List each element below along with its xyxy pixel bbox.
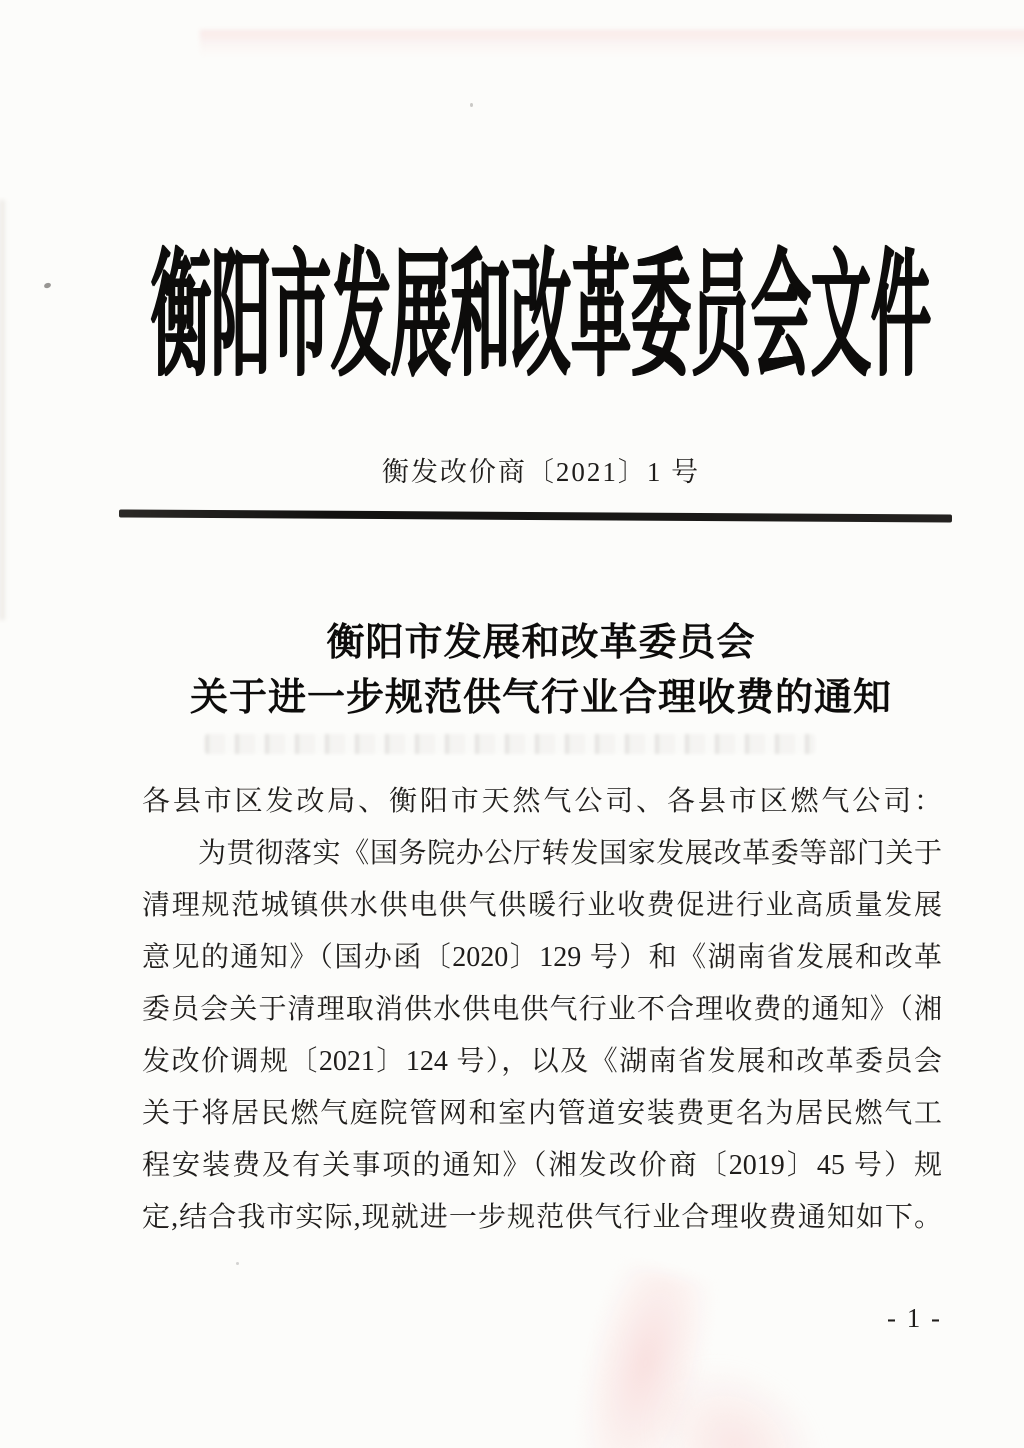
scan-artifact-pink-streak: [559, 1260, 721, 1448]
notice-title: [58, 616, 1024, 726]
scan-artifact-left-edge: [0, 200, 7, 620]
scan-artifact-ghost-text: [205, 734, 815, 754]
scan-artifact-pink-streak: [614, 1327, 856, 1448]
body-line: 程安装费及有关事项的通知》（湘发改价商〔2019〕45 号）规: [142, 1150, 942, 1181]
agency-masthead-text: 衡阳市发展和改革委员会文件: [151, 241, 931, 393]
body-line: 为贯彻落实《国务院办公厅转发国家发展改革委等部门关于: [198, 838, 942, 869]
body-line: 关于将居民燃气庭院管网和室内管道安装费更名为居民燃气工: [142, 1098, 942, 1129]
agency-masthead: [58, 241, 1024, 398]
scan-speck: [43, 282, 51, 289]
body-line: 委员会关于清理取消供水供电供气行业不合理收费的通知》（湘: [142, 994, 942, 1025]
body-line: 定,结合我市实际,现就进一步规范供气行业合理收费通知如下。: [142, 1202, 942, 1233]
body-line: 清理规范城镇供水供电供气供暖行业收费促进行业高质量发展: [142, 890, 942, 921]
scan-speck: [470, 103, 473, 107]
salutation-line: 各县市区发改局、衡阳市天然气公司、各县市区燃气公司：: [142, 786, 942, 817]
scan-speck: [236, 1262, 239, 1265]
scan-artifact-top-band: [200, 30, 1024, 58]
body-line: 发改价调规〔2021〕124 号），以及《湖南省发展和改革委员会: [142, 1046, 942, 1077]
page-number: - 1 -: [887, 1303, 942, 1333]
notice-title-line1: 衡阳市发展和改革委员会: [326, 622, 756, 664]
notice-title-line2: 关于进一步规范供气行业合理收费的通知: [189, 677, 892, 719]
body-paragraph: [142, 828, 942, 1244]
document-number: 衡发改价商〔2021〕1 号: [381, 457, 701, 487]
body-line: 意见的通知》（国办函〔2020〕129 号）和《湖南省发展和改革: [142, 942, 942, 973]
header-divider-rule: [119, 509, 952, 522]
